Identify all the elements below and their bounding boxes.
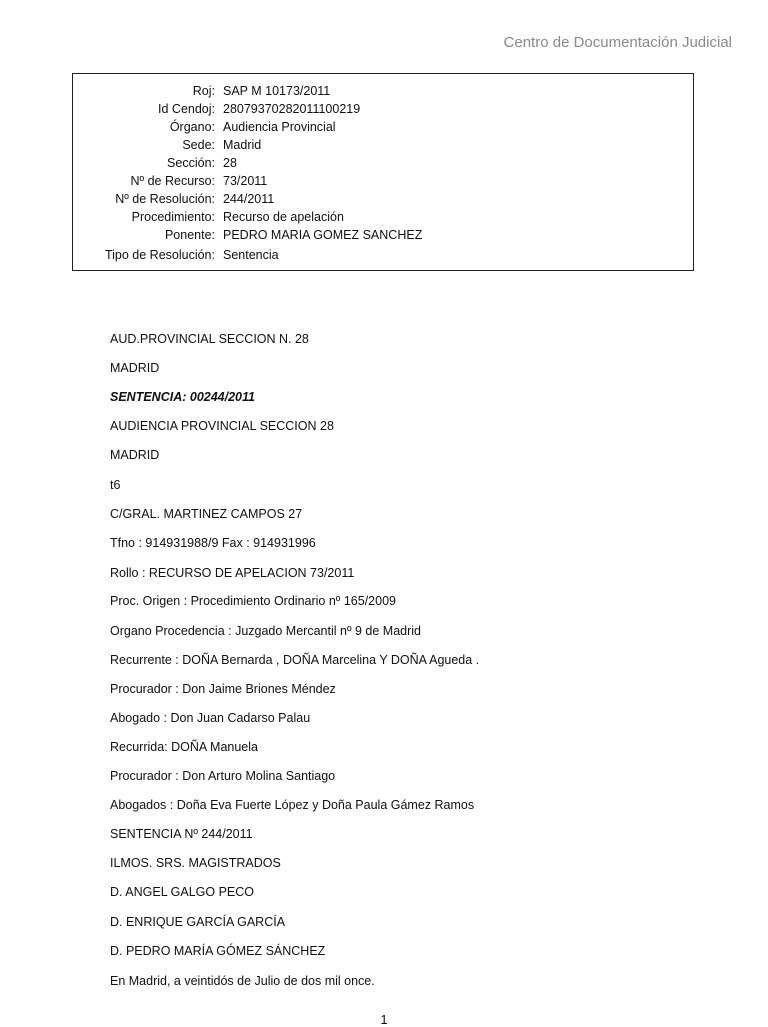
magistrate-name: D. PEDRO MARÍA GÓMEZ SÁNCHEZ	[110, 944, 326, 958]
metadata-row-procedimiento	[73, 208, 693, 226]
page-number: 1	[380, 1012, 388, 1027]
metadata-row-sede	[73, 136, 693, 154]
metadata-row-seccion	[73, 154, 693, 172]
metadata-row-recurso	[73, 172, 693, 190]
appellant-lawyer-line: Abogado : Don Juan Cadarso Palau	[110, 711, 311, 725]
metadata-value: 73/2011	[223, 174, 268, 188]
sentence-number-heading: SENTENCIA: 00244/2011	[110, 390, 255, 404]
metadata-label: Nº de Recurso:	[130, 174, 215, 188]
respondent-solicitor-line: Procurador : Don Arturo Molina Santiago	[110, 769, 336, 783]
metadata-label: Nº de Resolución:	[115, 192, 215, 206]
document-header-title: Centro de Documentación Judicial	[503, 34, 732, 51]
metadata-row-ponente	[73, 226, 693, 244]
metadata-label: Procedimiento:	[131, 210, 215, 224]
metadata-value: Sentencia	[223, 248, 279, 262]
court-name-line: AUD.PROVINCIAL SECCION N. 28	[110, 332, 309, 346]
origin-procedure-line: Proc. Origen : Procedimiento Ordinario nº 165/2009	[110, 594, 396, 608]
city-line: MADRID	[110, 448, 160, 462]
metadata-label: Roj:	[192, 84, 215, 98]
metadata-value: Madrid	[223, 138, 262, 152]
metadata-label: Sección:	[167, 156, 215, 170]
court-section-line: AUDIENCIA PROVINCIAL SECCION 28	[110, 419, 334, 433]
case-metadata-box	[72, 73, 694, 271]
metadata-label: Tipo de Resolución:	[104, 248, 215, 262]
metadata-label: Ponente:	[164, 228, 215, 242]
reference-code-line: t6	[110, 478, 121, 492]
address-line: C/GRAL. MARTINEZ CAMPOS 27	[110, 507, 303, 521]
metadata-value: PEDRO MARIA GOMEZ SANCHEZ	[223, 228, 423, 242]
appellants-line: Recurrente : DOÑA Bernarda , DOÑA Marcelina Y DOÑA Agueda .	[110, 653, 480, 667]
origin-court-line: Organo Procedencia : Juzgado Mercantil nº 9 de Madrid	[110, 624, 421, 638]
appeal-roll-line: Rollo : RECURSO DE APELACION 73/2011	[110, 566, 355, 580]
magistrates-heading: ILMOS. SRS. MAGISTRADOS	[110, 856, 281, 870]
sentence-title-line: SENTENCIA Nº 244/2011	[110, 827, 253, 841]
metadata-value: 244/2011	[223, 192, 275, 206]
metadata-value: 28	[223, 156, 237, 170]
metadata-value: 28079370282011100219	[223, 102, 361, 116]
metadata-value: SAP M 10173/2011	[223, 84, 331, 98]
magistrate-name: D. ENRIQUE GARCÍA GARCÍA	[110, 915, 286, 929]
metadata-row-roj	[73, 82, 693, 100]
date-line: En Madrid, a veintidós de Julio de dos mil once.	[110, 974, 375, 988]
metadata-label: Órgano:	[169, 120, 215, 134]
metadata-row-organo	[73, 118, 693, 136]
metadata-value: Recurso de apelación	[223, 210, 344, 224]
metadata-row-tipo-resolucion	[73, 246, 693, 264]
appellant-solicitor-line: Procurador : Don Jaime Briones Méndez	[110, 682, 336, 696]
metadata-label: Id Cendoj:	[158, 102, 215, 116]
metadata-row-resolucion	[73, 190, 693, 208]
respondent-line: Recurrida: DOÑA Manuela	[110, 740, 258, 754]
respondent-lawyers-line: Abogados : Doña Eva Fuerte López y Doña Paula Gámez Ramos	[110, 798, 475, 812]
phone-fax-line: Tfno : 914931988/9 Fax : 914931996	[110, 536, 316, 550]
magistrate-name: D. ANGEL GALGO PECO	[110, 885, 255, 899]
metadata-row-id-cendoj	[73, 100, 693, 118]
metadata-label: Sede:	[182, 138, 215, 152]
metadata-value: Audiencia Provincial	[223, 120, 336, 134]
city-line: MADRID	[110, 361, 160, 375]
